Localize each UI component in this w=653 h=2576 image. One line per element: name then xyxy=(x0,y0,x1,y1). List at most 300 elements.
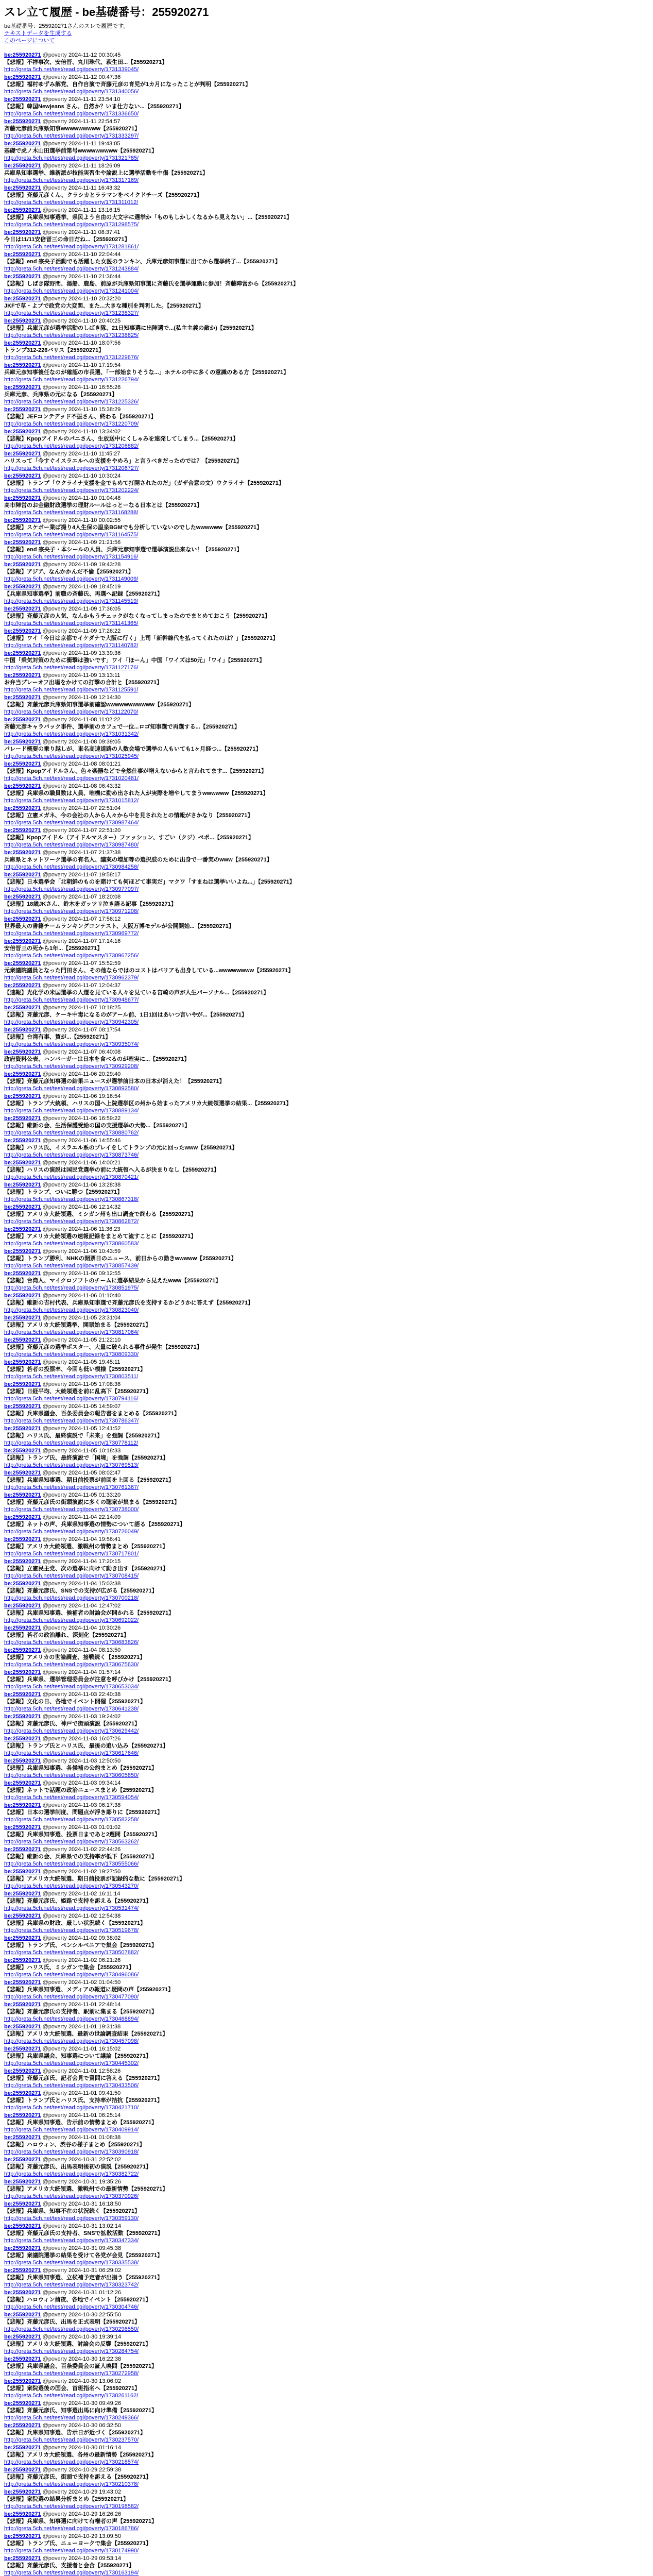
thread-url-link[interactable]: http://greta.5ch.net/test/read.cgi/poverty/1730860583/ xyxy=(4,1241,139,1247)
thread-url-link[interactable]: http://greta.5ch.net/test/read.cgi/poverty/1730962379/ xyxy=(4,975,139,981)
thread-url-link[interactable]: http://greta.5ch.net/test/read.cgi/poverty/1731321785/ xyxy=(4,155,139,161)
be-id-link[interactable]: be:255920271 xyxy=(4,96,41,103)
thread-url-link[interactable]: http://greta.5ch.net/test/read.cgi/poverty/1730708415/ xyxy=(4,1573,139,1579)
thread-url-link[interactable]: http://greta.5ch.net/test/read.cgi/poverty/1730675630/ xyxy=(4,1662,139,1668)
be-id-link[interactable]: be:255920271 xyxy=(4,2046,41,2052)
thread-url-link[interactable]: http://greta.5ch.net/test/read.cgi/poverty/1730457098/ xyxy=(4,2038,139,2044)
be-id-link[interactable]: be:255920271 xyxy=(4,340,41,346)
thread-url-link[interactable]: http://greta.5ch.net/test/read.cgi/poverty/1731226794/ xyxy=(4,377,139,383)
thread-url-link[interactable]: http://greta.5ch.net/test/read.cgi/poverty/1730942305/ xyxy=(4,1019,139,1025)
thread-title: 兵庫元彦、兵庫県の元になる【255920271】 xyxy=(4,392,118,398)
list-item xyxy=(4,716,648,738)
be-id-link[interactable]: be:255920271 xyxy=(4,473,41,479)
entry-header xyxy=(4,1248,648,1255)
entry-header xyxy=(4,1912,648,1920)
be-id-link[interactable]: be:255920271 xyxy=(4,163,41,169)
thread-title: 【悲報】兵庫県、選挙管理委員会が注意を呼びかけ【255920271】 xyxy=(4,1676,175,1683)
thread-url-link[interactable]: http://greta.5ch.net/test/read.cgi/poverty/1730323742/ xyxy=(4,2282,139,2288)
thread-url-link[interactable]: http://greta.5ch.net/test/read.cgi/poverty/1731164575/ xyxy=(4,532,139,538)
poster-name: @poverty xyxy=(42,1359,67,1365)
entry-header xyxy=(4,362,648,369)
be-id-link[interactable]: be:255920271 xyxy=(4,1581,41,1587)
thread-url-link[interactable]: http://greta.5ch.net/test/read.cgi/poverty/1730987464/ xyxy=(4,820,139,826)
be-id-link[interactable]: be:255920271 xyxy=(4,982,41,989)
post-date: 2024-10-29 16:26:26 xyxy=(68,2511,122,2517)
thread-url-link[interactable]: http://greta.5ch.net/test/read.cgi/poverty/1730984258/ xyxy=(4,864,139,870)
be-id-link[interactable]: be:255920271 xyxy=(4,1514,41,1520)
be-id-link[interactable]: be:255920271 xyxy=(4,1536,41,1543)
thread-url-link[interactable]: http://greta.5ch.net/test/read.cgi/poverty/1730862872/ xyxy=(4,1218,139,1225)
thread-url-link[interactable]: http://greta.5ch.net/test/read.cgi/poverty/1730174990/ xyxy=(4,2548,139,2554)
thread-url-link[interactable]: http://greta.5ch.net/test/read.cgi/poverty/1730892580/ xyxy=(4,1086,139,1092)
be-id-link[interactable]: be:255920271 xyxy=(4,2422,41,2429)
post-date: 2024-10-29 19:43:02 xyxy=(68,2489,122,2495)
thread-url-link[interactable]: http://greta.5ch.net/test/read.cgi/poverty/1730683826/ xyxy=(4,1639,139,1646)
entry-header xyxy=(4,1536,648,1543)
thread-title: 【悲報】日本の選挙制度、問題点が浮き彫りに【255920271】 xyxy=(4,1809,163,1816)
be-id-link[interactable]: be:255920271 xyxy=(4,1403,41,1410)
thread-title: 【悲報】18歳JKさん、鈴木をガッツリ泣き語る記事【255920271】 xyxy=(4,901,177,907)
thread-url-link[interactable]: http://greta.5ch.net/test/read.cgi/poverty/1731025945/ xyxy=(4,753,139,759)
thread-url-link[interactable]: http://greta.5ch.net/test/read.cgi/poverty/1731141365/ xyxy=(4,620,139,626)
thread-url-link[interactable]: http://greta.5ch.net/test/read.cgi/poverty/1730468894/ xyxy=(4,2016,139,2022)
be-id-link[interactable]: be:255920271 xyxy=(4,406,41,413)
list-item xyxy=(4,783,648,805)
thread-url-link[interactable]: http://greta.5ch.net/test/read.cgi/poverty/1731229676/ xyxy=(4,354,139,361)
thread-url-link[interactable]: http://greta.5ch.net/test/read.cgi/poverty/1730726049/ xyxy=(4,1529,139,1535)
thread-title: トランプ312-226バリス【255920271】 xyxy=(4,347,105,353)
be-id-link[interactable]: be:255920271 xyxy=(4,1691,41,1698)
list-item xyxy=(4,1181,648,1204)
thread-url-link[interactable]: http://greta.5ch.net/test/read.cgi/poverty/1730717801/ xyxy=(4,1551,139,1557)
thread-url-link[interactable]: http://greta.5ch.net/test/read.cgi/poverty/1731145519/ xyxy=(4,598,139,604)
thread-url-link[interactable]: http://greta.5ch.net/test/read.cgi/poverty/1730272958/ xyxy=(4,2370,139,2377)
post-date: 2024-10-30 19:39:14 xyxy=(68,2334,122,2340)
be-id-link[interactable]: be:255920271 xyxy=(4,318,41,324)
thread-url-link[interactable]: http://greta.5ch.net/test/read.cgi/poverty/1730967256/ xyxy=(4,953,139,959)
thread-url-link[interactable]: http://greta.5ch.net/test/read.cgi/poverty/1730390918/ xyxy=(4,2149,139,2155)
about-page-link[interactable]: このページについて xyxy=(4,38,55,44)
be-id-link[interactable]: be:255920271 xyxy=(4,2002,41,2008)
thread-url-link[interactable]: http://greta.5ch.net/test/read.cgi/poverty/1730296550/ xyxy=(4,2326,139,2332)
poster-name: @poverty xyxy=(42,473,67,479)
thread-url-link[interactable]: http://greta.5ch.net/test/read.cgi/poverty/1730692022/ xyxy=(4,1617,139,1623)
be-id-link[interactable]: be:255920271 xyxy=(4,1625,41,1631)
thread-url-link[interactable]: http://greta.5ch.net/test/read.cgi/poverty/1730237570/ xyxy=(4,2437,139,2443)
be-id-link[interactable]: be:255920271 xyxy=(4,2378,41,2384)
be-id-link[interactable]: be:255920271 xyxy=(4,761,41,767)
be-id-link[interactable]: be:255920271 xyxy=(4,1027,41,1033)
post-date: 2024-11-05 12:41:52 xyxy=(68,1426,121,1432)
entry-header xyxy=(4,2355,648,2363)
poster-name: @poverty xyxy=(42,1935,67,1941)
be-id-link[interactable]: be:255920271 xyxy=(4,628,41,634)
thread-url-link[interactable]: http://greta.5ch.net/test/read.cgi/poverty/1730857439/ xyxy=(4,1263,139,1269)
thread-url-link[interactable]: http://greta.5ch.net/test/read.cgi/poverty/1730304746/ xyxy=(4,2304,139,2310)
thread-url-link[interactable]: http://greta.5ch.net/test/read.cgi/poverty/1731168288/ xyxy=(4,510,139,516)
be-id-link[interactable]: be:255920271 xyxy=(4,1381,41,1387)
thread-url-link[interactable]: http://greta.5ch.net/test/read.cgi/poverty/1731281861/ xyxy=(4,244,139,250)
thread-url-link[interactable]: http://greta.5ch.net/test/read.cgi/poverty/1730186786/ xyxy=(4,2526,139,2532)
be-id-link[interactable]: be:255920271 xyxy=(4,2157,41,2163)
thread-url-link[interactable]: http://greta.5ch.net/test/read.cgi/poverty/1731238327/ xyxy=(4,310,139,316)
be-id-link[interactable]: be:255920271 xyxy=(4,1315,41,1321)
list-item xyxy=(4,583,648,605)
be-id-link[interactable]: be:255920271 xyxy=(4,872,41,878)
be-id-link[interactable]: be:255920271 xyxy=(4,1248,41,1255)
thread-url-link[interactable]: http://greta.5ch.net/test/read.cgi/poverty/1731020481/ xyxy=(4,775,139,782)
list-item xyxy=(4,1447,648,1469)
be-id-link[interactable]: be:255920271 xyxy=(4,251,41,258)
poster-name: @poverty xyxy=(42,1381,67,1387)
thread-url-link[interactable]: http://greta.5ch.net/test/read.cgi/poverty/1730809330/ xyxy=(4,1351,139,1358)
post-date: 2024-11-05 14:59:07 xyxy=(68,1403,121,1410)
thread-url-link[interactable]: http://greta.5ch.net/test/read.cgi/poverty/1730880762/ xyxy=(4,1130,139,1136)
be-id-link[interactable]: be:255920271 xyxy=(4,52,41,58)
be-id-link[interactable]: be:255920271 xyxy=(4,141,41,147)
thread-url-link[interactable]: http://greta.5ch.net/test/read.cgi/poverty/1731206882/ xyxy=(4,443,139,449)
thread-url-link[interactable]: http://greta.5ch.net/test/read.cgi/poverty/1730817064/ xyxy=(4,1329,139,1335)
be-id-link[interactable]: be:255920271 xyxy=(4,1138,41,1144)
thread-url-link[interactable]: http://greta.5ch.net/test/read.cgi/poverty/1730218574/ xyxy=(4,2459,139,2465)
thread-url-link[interactable]: http://greta.5ch.net/test/read.cgi/poverty/1730519678/ xyxy=(4,1927,139,1934)
thread-url-link[interactable]: http://greta.5ch.net/test/read.cgi/poverty/1731298575/ xyxy=(4,222,139,228)
poster-name: @poverty xyxy=(42,1115,67,1122)
be-id-link[interactable]: be:255920271 xyxy=(4,2201,41,2207)
thread-url-link[interactable]: http://greta.5ch.net/test/read.cgi/poverty/1730629442/ xyxy=(4,1728,139,1734)
be-id-link[interactable]: be:255920271 xyxy=(4,2555,41,2562)
be-id-link[interactable]: be:255920271 xyxy=(4,2334,41,2340)
be-id-link[interactable]: be:255920271 xyxy=(4,1935,41,1941)
thread-url-link[interactable]: http://greta.5ch.net/test/read.cgi/poverty/1730617646/ xyxy=(4,1750,139,1756)
be-id-link[interactable]: be:255920271 xyxy=(4,2445,41,2451)
thread-url-link[interactable]: http://greta.5ch.net/test/read.cgi/poverty/1730761367/ xyxy=(4,1484,139,1490)
thread-url-link[interactable]: http://greta.5ch.net/test/read.cgi/poverty/1730786347/ xyxy=(4,1418,139,1424)
post-date: 2024-11-05 08:02:47 xyxy=(68,1470,121,1476)
post-date: 2024-11-07 22:51:04 xyxy=(68,805,121,811)
be-id-link[interactable]: be:255920271 xyxy=(4,606,41,612)
be-id-link[interactable]: be:255920271 xyxy=(4,1337,41,1343)
be-id-link[interactable]: be:255920271 xyxy=(4,1603,41,1609)
be-id-link[interactable]: be:255920271 xyxy=(4,1802,41,1808)
be-id-link[interactable]: be:255920271 xyxy=(4,1270,41,1277)
be-id-link[interactable]: be:255920271 xyxy=(4,2312,41,2318)
be-id-link[interactable]: be:255920271 xyxy=(4,1846,41,1853)
thread-url-link[interactable]: http://greta.5ch.net/test/read.cgi/poverty/1730210378/ xyxy=(4,2481,139,2487)
be-id-link[interactable]: be:255920271 xyxy=(4,1293,41,1299)
post-date: 2024-11-06 14:00:21 xyxy=(68,1160,121,1166)
be-id-link[interactable]: be:255920271 xyxy=(4,584,41,590)
be-id-link[interactable]: be:255920271 xyxy=(4,1359,41,1365)
poster-name: @poverty xyxy=(42,118,67,125)
thread-url-link[interactable]: http://greta.5ch.net/test/read.cgi/poverty/1730163194/ xyxy=(4,2570,139,2576)
thread-url-link[interactable]: http://greta.5ch.net/test/read.cgi/poverty/1730335538/ xyxy=(4,2260,139,2266)
thread-url-link[interactable]: http://greta.5ch.net/test/read.cgi/poverty/1731317169/ xyxy=(4,177,139,183)
poster-name: @poverty xyxy=(42,1979,67,1986)
thread-url-link[interactable]: http://greta.5ch.net/test/read.cgi/poverty/1730653034/ xyxy=(4,1684,139,1690)
thread-url-link[interactable]: http://greta.5ch.net/test/read.cgi/poverty/1731339045/ xyxy=(4,66,139,73)
thread-url-link[interactable]: http://greta.5ch.net/test/read.cgi/poverty/1731225326/ xyxy=(4,399,139,405)
list-item xyxy=(4,384,648,406)
be-id-link[interactable]: be:255920271 xyxy=(4,2533,41,2539)
thread-url-link[interactable]: http://greta.5ch.net/test/read.cgi/poverty/1731220709/ xyxy=(4,421,139,427)
be-id-link[interactable]: be:255920271 xyxy=(4,717,41,723)
be-id-link[interactable]: be:255920271 xyxy=(4,1647,41,1653)
thread-title: 【悲報】JEFコンテデッド不振さん、終わる【255920271】 xyxy=(4,414,157,420)
be-id-link[interactable]: be:255920271 xyxy=(4,938,41,944)
list-item xyxy=(4,2090,648,2112)
be-id-link[interactable]: be:255920271 xyxy=(4,2400,41,2406)
poster-name: @poverty xyxy=(42,2090,67,2096)
be-id-link[interactable]: be:255920271 xyxy=(4,2223,41,2229)
be-id-link[interactable]: be:255920271 xyxy=(4,517,41,523)
be-id-link[interactable]: be:255920271 xyxy=(4,1470,41,1476)
thread-url-link[interactable]: http://greta.5ch.net/test/read.cgi/poverty/1731015812/ xyxy=(4,798,139,804)
be-id-link[interactable]: be:255920271 xyxy=(4,74,41,80)
be-id-link[interactable]: be:255920271 xyxy=(4,1204,41,1210)
be-id-link[interactable]: be:255920271 xyxy=(4,1780,41,1786)
be-id-link[interactable]: be:255920271 xyxy=(4,1093,41,1099)
thread-url-link[interactable]: http://greta.5ch.net/test/read.cgi/poverty/1730794116/ xyxy=(4,1396,139,1402)
thread-url-link[interactable]: http://greta.5ch.net/test/read.cgi/poverty/1730969772/ xyxy=(4,930,139,937)
entry-header xyxy=(4,1071,648,1078)
thread-url-link[interactable]: http://greta.5ch.net/test/read.cgi/poverty/1731122070/ xyxy=(4,709,139,715)
thread-url-link[interactable]: http://greta.5ch.net/test/read.cgi/poverty/1730543270/ xyxy=(4,1883,139,1889)
thread-url-link[interactable]: http://greta.5ch.net/test/read.cgi/poverty/1730496086/ xyxy=(4,1972,139,1978)
list-item xyxy=(4,1802,648,1824)
be-id-link[interactable]: be:255920271 xyxy=(4,2068,41,2074)
poster-name: @poverty xyxy=(42,916,67,922)
be-id-link[interactable]: be:255920271 xyxy=(4,1736,41,1742)
thread-url-link[interactable]: http://greta.5ch.net/test/read.cgi/poverty/1730851975/ xyxy=(4,1285,139,1291)
thread-url-link[interactable]: http://greta.5ch.net/test/read.cgi/poverty/1730641238/ xyxy=(4,1706,139,1712)
thread-url-link[interactable]: http://greta.5ch.net/test/read.cgi/poverty/1730445302/ xyxy=(4,2060,139,2066)
thread-url-link[interactable]: http://greta.5ch.net/test/read.cgi/poverty/1730433506/ xyxy=(4,2082,139,2089)
thread-url-link[interactable]: http://greta.5ch.net/test/read.cgi/poverty/1731243884/ xyxy=(4,266,139,272)
be-id-link[interactable]: be:255920271 xyxy=(4,1758,41,1764)
thread-url-link[interactable]: http://greta.5ch.net/test/read.cgi/poverty/1730582258/ xyxy=(4,1817,139,1823)
be-id-link[interactable]: be:255920271 xyxy=(4,1891,41,1897)
thread-url-link[interactable]: http://greta.5ch.net/test/read.cgi/poverty/1730382722/ xyxy=(4,2171,139,2177)
thread-url-link[interactable]: http://greta.5ch.net/test/read.cgi/poverty/1731238825/ xyxy=(4,332,139,338)
thread-url-link[interactable]: http://greta.5ch.net/test/read.cgi/poverty/1730347334/ xyxy=(4,2238,139,2244)
list-item xyxy=(4,1890,648,1912)
be-id-link[interactable]: be:255920271 xyxy=(4,1669,41,1675)
entry-header xyxy=(4,428,648,435)
thread-url-link[interactable]: http://greta.5ch.net/test/read.cgi/poverty/1731125591/ xyxy=(4,687,139,693)
be-id-link[interactable]: be:255920271 xyxy=(4,229,41,235)
thread-url-link[interactable]: http://greta.5ch.net/test/read.cgi/poverty/1731311012/ xyxy=(4,199,139,206)
be-id-link[interactable]: be:255920271 xyxy=(4,2245,41,2251)
be-id-link[interactable]: be:255920271 xyxy=(4,894,41,900)
be-id-link[interactable]: be:255920271 xyxy=(4,1558,41,1565)
thread-url-link[interactable]: http://greta.5ch.net/test/read.cgi/poverty/1730249366/ xyxy=(4,2415,139,2421)
be-id-link[interactable]: be:255920271 xyxy=(4,296,41,302)
be-id-link[interactable]: be:255920271 xyxy=(4,805,41,811)
be-id-link[interactable]: be:255920271 xyxy=(4,562,41,568)
thread-url-link[interactable]: http://greta.5ch.net/test/read.cgi/poverty/1731241004/ xyxy=(4,288,139,294)
thread-url-link[interactable]: http://greta.5ch.net/test/read.cgi/poverty/1730929208/ xyxy=(4,1063,139,1070)
thread-url-link[interactable]: http://greta.5ch.net/test/read.cgi/poverty/1731202224/ xyxy=(4,487,139,494)
post-date: 2024-11-04 08:13:50 xyxy=(68,1647,121,1653)
thread-url-link[interactable]: http://greta.5ch.net/test/read.cgi/poverty/1730477090/ xyxy=(4,1994,139,2000)
list-item xyxy=(4,1957,648,1979)
thread-url-link[interactable]: http://greta.5ch.net/test/read.cgi/poverty/1730738000/ xyxy=(4,1506,139,1513)
thread-url-link[interactable]: http://greta.5ch.net/test/read.cgi/poverty/1731336650/ xyxy=(4,111,139,117)
be-id-link[interactable]: be:255920271 xyxy=(4,207,41,213)
thread-url-link[interactable]: http://greta.5ch.net/test/read.cgi/poverty/1730421710/ xyxy=(4,2105,139,2111)
be-id-link[interactable]: be:255920271 xyxy=(4,185,41,191)
thread-url-link[interactable]: http://greta.5ch.net/test/read.cgi/poverty/1730531474/ xyxy=(4,1905,139,1911)
be-id-link[interactable]: be:255920271 xyxy=(4,495,41,501)
be-id-link[interactable]: be:255920271 xyxy=(4,1714,41,1720)
thread-url-link[interactable]: http://greta.5ch.net/test/read.cgi/poverty/1730700218/ xyxy=(4,1595,139,1601)
thread-title: 【悲報】end 宗央子・本シールの人員、兵庫元彦知事選で選挙演説出来ない！【255920271】 xyxy=(4,547,243,553)
be-id-link[interactable]: be:255920271 xyxy=(4,2090,41,2096)
be-id-link[interactable]: be:255920271 xyxy=(4,1979,41,1986)
generate-text-data-link[interactable]: テキストデータを生成する xyxy=(4,30,72,37)
post-date: 2024-11-03 22:40:38 xyxy=(68,1691,121,1698)
be-id-link[interactable]: be:255920271 xyxy=(4,827,41,834)
be-id-link[interactable]: be:255920271 xyxy=(4,1426,41,1432)
be-id-link[interactable]: be:255920271 xyxy=(4,2467,41,2473)
be-id-link[interactable]: be:255920271 xyxy=(4,916,41,922)
be-id-link[interactable]: be:255920271 xyxy=(4,539,41,546)
be-id-link[interactable]: be:255920271 xyxy=(4,650,41,656)
be-id-link[interactable]: be:255920271 xyxy=(4,783,41,789)
thread-url-link[interactable]: http://greta.5ch.net/test/read.cgi/poverty/1731140782/ xyxy=(4,642,139,649)
thread-url-link[interactable]: http://greta.5ch.net/test/read.cgi/poverty/1730823040/ xyxy=(4,1307,139,1313)
be-id-link[interactable]: be:255920271 xyxy=(4,429,41,435)
thread-url-link[interactable]: http://greta.5ch.net/test/read.cgi/poverty/1731154916/ xyxy=(4,554,139,560)
thread-url-link[interactable]: http://greta.5ch.net/test/read.cgi/poverty/1730873746/ xyxy=(4,1152,139,1158)
poster-name: @poverty xyxy=(42,1736,67,1742)
post-date: 2024-11-01 06:25:14 xyxy=(68,2112,121,2119)
thread-url-link[interactable]: http://greta.5ch.net/test/read.cgi/poverty/1730803511/ xyxy=(4,1374,139,1380)
poster-name: @poverty xyxy=(42,1824,67,1831)
be-id-link[interactable]: be:255920271 xyxy=(4,2511,41,2517)
be-id-link[interactable]: be:255920271 xyxy=(4,1160,41,1166)
be-id-link[interactable]: be:255920271 xyxy=(4,451,41,457)
poster-name: @poverty xyxy=(42,2378,67,2384)
thread-url-link[interactable]: http://greta.5ch.net/test/read.cgi/poverty/1731149009/ xyxy=(4,576,139,582)
thread-url-link[interactable]: http://greta.5ch.net/test/read.cgi/poverty/1730769513/ xyxy=(4,1462,139,1468)
thread-url-link[interactable]: http://greta.5ch.net/test/read.cgi/poverty/1731031342/ xyxy=(4,731,139,737)
thread-title: 兵庫元彦知事後任なのが確認の市長選、「一部始まりそうな...」ホテルの中に多くの意識のある方【255920271】 xyxy=(4,369,289,376)
be-id-link[interactable]: be:255920271 xyxy=(4,2290,41,2296)
be-id-link[interactable]: be:255920271 xyxy=(4,2024,41,2030)
thread-url-link[interactable]: http://greta.5ch.net/test/read.cgi/poverty/1731333297/ xyxy=(4,133,139,139)
be-id-link[interactable]: be:255920271 xyxy=(4,2112,41,2119)
be-id-link[interactable]: be:255920271 xyxy=(4,1049,41,1055)
be-id-link[interactable]: be:255920271 xyxy=(4,1226,41,1232)
entry-header xyxy=(4,1226,648,1233)
thread-url-link[interactable]: http://greta.5ch.net/test/read.cgi/poverty/1731206727/ xyxy=(4,465,139,471)
be-id-link[interactable]: be:255920271 xyxy=(4,1824,41,1831)
be-id-link[interactable]: be:255920271 xyxy=(4,384,41,391)
thread-url-link[interactable]: http://greta.5ch.net/test/read.cgi/poverty/1730261162/ xyxy=(4,2393,139,2399)
thread-url-link[interactable]: http://greta.5ch.net/test/read.cgi/poverty/1730370926/ xyxy=(4,2193,139,2199)
be-id-link[interactable]: be:255920271 xyxy=(4,1005,41,1011)
thread-title: 【悲報】衆院選の結果分析まとめ【255920271】 xyxy=(4,2496,129,2502)
thread-url-link[interactable]: http://greta.5ch.net/test/read.cgi/poverty/1730935074/ xyxy=(4,1041,139,1047)
be-id-link[interactable]: be:255920271 xyxy=(4,960,41,967)
thread-url-link[interactable]: http://greta.5ch.net/test/read.cgi/poverty/1730971208/ xyxy=(4,908,139,914)
entry-header xyxy=(4,295,648,302)
be-id-link[interactable]: be:255920271 xyxy=(4,2356,41,2362)
list-item xyxy=(4,184,648,207)
be-id-link[interactable]: be:255920271 xyxy=(4,2267,41,2274)
thread-url-link[interactable]: http://greta.5ch.net/test/read.cgi/poverty/1730198582/ xyxy=(4,2503,139,2510)
entry-header xyxy=(4,2156,648,2163)
thread-url-link[interactable]: http://greta.5ch.net/test/read.cgi/poverty/1730948677/ xyxy=(4,997,139,1003)
thread-title: 【悲報】兵庫県知事選、各候補の公約まとめ【255920271】 xyxy=(4,1765,158,1771)
be-id-link[interactable]: be:255920271 xyxy=(4,1957,41,1963)
thread-url-link[interactable]: http://greta.5ch.net/test/read.cgi/poverty/1731340056/ xyxy=(4,89,139,95)
be-id-link[interactable]: be:255920271 xyxy=(4,2489,41,2495)
post-date: 2024-10-29 13:09:50 xyxy=(68,2533,122,2539)
entry-header xyxy=(4,1647,648,1654)
thread-url-link[interactable]: http://greta.5ch.net/test/read.cgi/poverty/1730889134/ xyxy=(4,1108,139,1114)
be-id-link[interactable]: be:255920271 xyxy=(4,1913,41,1919)
thread-title: 【悲報】Kpopアイドルさん、色々楽器などで全然仕事が増えないからと言われてます...【255920271】 xyxy=(4,768,267,774)
be-id-link[interactable]: be:255920271 xyxy=(4,2134,41,2141)
poster-name: @poverty xyxy=(42,2356,67,2362)
post-date: 2024-11-06 10:43:59 xyxy=(68,1248,121,1255)
thread-url-link[interactable]: http://greta.5ch.net/test/read.cgi/poverty/1730870421/ xyxy=(4,1174,139,1180)
thread-url-link[interactable]: http://greta.5ch.net/test/read.cgi/poverty/1730594054/ xyxy=(4,1794,139,1801)
thread-url-link[interactable]: http://greta.5ch.net/test/read.cgi/poverty/1730507882/ xyxy=(4,1950,139,1956)
be-id-link[interactable]: be:255920271 xyxy=(4,1182,41,1188)
thread-url-link[interactable]: http://greta.5ch.net/test/read.cgi/poverty/1730778112/ xyxy=(4,1440,139,1446)
entry-header xyxy=(4,916,648,923)
list-item xyxy=(4,362,648,384)
be-id-link[interactable]: be:255920271 xyxy=(4,362,41,368)
post-date: 2024-10-30 16:22:38 xyxy=(68,2356,122,2362)
thread-title: 【悲報】スケボー業ぼ撮り4人生保の温泉BGMでも分析していないのでしたwwwwww【255920271】 xyxy=(4,524,263,531)
be-id-link[interactable]: be:255920271 xyxy=(4,672,41,679)
thread-url-link[interactable]: http://greta.5ch.net/test/read.cgi/poverty/1730605850/ xyxy=(4,1772,139,1778)
be-id-link[interactable]: be:255920271 xyxy=(4,1869,41,1875)
post-date: 2024-11-01 01:08:38 xyxy=(68,2134,121,2141)
thread-url-link[interactable]: http://greta.5ch.net/test/read.cgi/poverty/1730977097/ xyxy=(4,886,139,892)
be-id-link[interactable]: be:255920271 xyxy=(4,739,41,745)
be-id-link[interactable]: be:255920271 xyxy=(4,274,41,280)
be-id-link[interactable]: be:255920271 xyxy=(4,1071,41,1077)
thread-url-link[interactable]: http://greta.5ch.net/test/read.cgi/poverty/1730409914/ xyxy=(4,2127,139,2133)
poster-name: @poverty xyxy=(42,229,67,235)
thread-url-link[interactable]: http://greta.5ch.net/test/read.cgi/poverty/1730987480/ xyxy=(4,842,139,848)
be-id-link[interactable]: be:255920271 xyxy=(4,1448,41,1454)
post-date: 2024-11-10 13:34:02 xyxy=(68,429,121,435)
entry-header xyxy=(4,805,648,812)
be-id-link[interactable]: be:255920271 xyxy=(4,850,41,856)
thread-url-link[interactable]: http://greta.5ch.net/test/read.cgi/poverty/1730284754/ xyxy=(4,2348,139,2354)
be-id-link[interactable]: be:255920271 xyxy=(4,1492,41,1498)
thread-url-link[interactable]: http://greta.5ch.net/test/read.cgi/poverty/1730563262/ xyxy=(4,1839,139,1845)
be-id-link[interactable]: be:255920271 xyxy=(4,118,41,125)
post-date: 2024-11-06 09:12:55 xyxy=(68,1270,121,1277)
be-id-link[interactable]: be:255920271 xyxy=(4,1115,41,1122)
thread-url-link[interactable]: http://greta.5ch.net/test/read.cgi/poverty/1730359130/ xyxy=(4,2215,139,2222)
be-id-link[interactable]: be:255920271 xyxy=(4,2179,41,2185)
thread-url-link[interactable]: http://greta.5ch.net/test/read.cgi/poverty/1730555066/ xyxy=(4,1861,139,1867)
be-id-link[interactable]: be:255920271 xyxy=(4,694,41,701)
thread-url-link[interactable]: http://greta.5ch.net/test/read.cgi/poverty/1731127176/ xyxy=(4,665,139,671)
thread-title: 【悲報】斉藤元彦氏、出馬表明後初の演説【255920271】 xyxy=(4,2164,152,2170)
thread-title: 基礎で虎ノ木山田選挙前第号wwwwwwwww【255920271】 xyxy=(4,148,158,154)
thread-url-link[interactable]: http://greta.5ch.net/test/read.cgi/poverty/1730867318/ xyxy=(4,1196,139,1202)
